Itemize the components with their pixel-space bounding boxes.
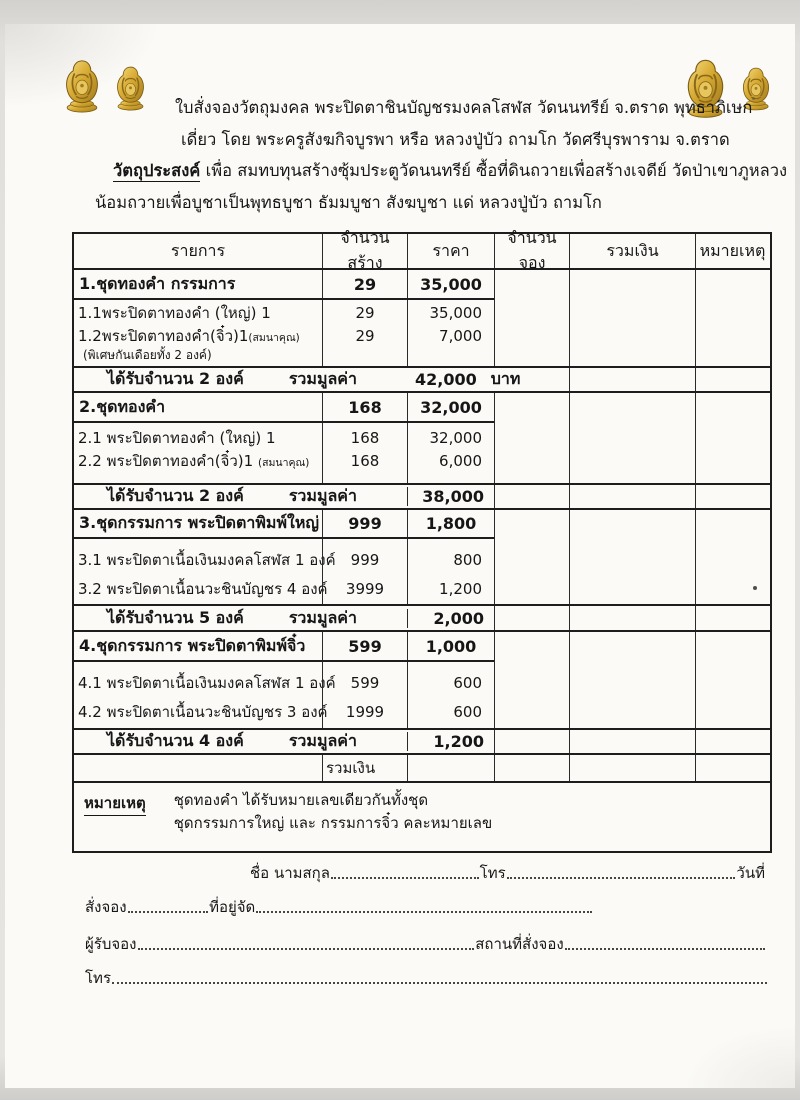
col-header-total: รวมเงิน — [569, 234, 695, 268]
form-row-order — [85, 897, 593, 917]
purpose-label: วัตถุประสงค์ — [113, 161, 201, 180]
item-suffix: (สมนาคุณ) — [257, 457, 310, 469]
item-name: 3.1 พระปิดตาเนื้อเงินมงคลโสฬส 1 องค์ — [78, 551, 336, 569]
item-made: 3999 — [345, 580, 385, 598]
col-header-item: รายการ — [170, 240, 226, 260]
remark-cell — [695, 368, 769, 391]
amulet-icon — [60, 55, 104, 113]
receiver-label: ผู้รับจอง — [85, 935, 137, 953]
dotted-fill-line — [256, 911, 592, 913]
form-row-name — [250, 863, 765, 883]
remark-cell — [695, 606, 769, 630]
table-header-row — [74, 228, 770, 272]
qty-ordered-cell — [494, 730, 569, 753]
dotted-fill-line — [138, 948, 475, 950]
amulet-icon — [112, 62, 149, 111]
summary-received: ได้รับจำนวน 5 องค์ — [107, 607, 244, 627]
col-header-price: ราคา — [407, 234, 494, 268]
col-header-qty-made: จำนวนสร้าง — [322, 234, 407, 268]
item-name: 4.2 พระปิดตาเนื้อนวะชินบัญชร 3 องค์ — [78, 703, 328, 721]
item-made: 29 — [355, 327, 375, 345]
item-suffix: (สมนาคุณ) — [248, 332, 300, 344]
section-2-made: 168 — [322, 393, 407, 421]
footnote — [74, 783, 770, 851]
section-1-summary — [74, 366, 770, 393]
section-1-price: 35,000 — [407, 270, 494, 298]
section-2-summary — [74, 483, 770, 510]
summary-amount: 1,200 — [407, 732, 494, 751]
section-1-title: 1.ชุดทองคำ กรรมการ — [79, 273, 236, 293]
item-price: 7,000 — [439, 327, 482, 345]
grand-total-row — [74, 755, 770, 783]
section-2-title: 2.ชุดทองคำ — [79, 396, 166, 416]
purpose-line — [113, 160, 787, 181]
item-name: 3.2 พระปิดตาเนื้อนวะชินบัญชร 4 องค์ — [78, 580, 328, 598]
summary-received: ได้รับจำนวน 2 องค์ — [107, 486, 244, 505]
dotted-fill-line — [128, 911, 208, 913]
qty-ordered-cell — [494, 270, 569, 366]
dotted-fill-line — [331, 877, 479, 879]
footnote-line2: ชุดกรรมการใหญ่ และ กรรมการจิ๋ว คละหมายเลข — [173, 814, 493, 832]
dotted-fill-line — [507, 877, 736, 879]
item-price: 600 — [453, 703, 482, 721]
form-row-phone — [85, 968, 768, 988]
section-3-summary — [74, 604, 770, 632]
item-price: 35,000 — [429, 304, 482, 322]
footnote-label: หมายเหตุ — [84, 791, 146, 816]
dotted-fill-line — [565, 948, 765, 950]
remark-cell — [695, 485, 769, 508]
address-label: ที่อยู่จัด — [209, 898, 256, 916]
item-price: 6,000 — [439, 452, 482, 470]
section-2 — [74, 393, 770, 483]
form-row-receiver — [85, 934, 766, 954]
scan-speck — [752, 97, 755, 100]
total-cell — [569, 755, 695, 781]
summary-received: ได้รับจำนวน 2 องค์ — [107, 369, 244, 388]
remark-cell — [695, 755, 769, 781]
total-cell — [569, 393, 695, 483]
total-cell — [569, 730, 695, 753]
qty-ordered-cell — [494, 755, 569, 781]
section-4-made: 599 — [322, 632, 407, 660]
section-1-made: 29 — [322, 270, 407, 298]
item-name: 1.2พระปิดตาทองคำ(จิ๋ว)1(สมนาคุณ) — [78, 327, 300, 345]
dotted-fill-line — [112, 982, 767, 984]
grand-total-label: รวมเงิน — [322, 755, 407, 781]
summary-amount: 38,000 — [407, 487, 494, 506]
qty-ordered-cell — [494, 510, 569, 604]
dedication-line: น้อมถวายเพื่อบูชาเป็นพุทธบูชา ธัมมบูชา สังฆบูชา แด่ หลวงปู่บัว ถามโก — [95, 193, 602, 212]
item-name: 2.2 พระปิดตาทองคำ(จิ๋ว)1 (สมนาคุณ) — [78, 452, 310, 470]
item-price: 800 — [453, 551, 482, 569]
item-name: 1.1พระปิดตาทองคำ (ใหญ่) 1 — [78, 304, 271, 322]
qty-ordered-cell — [494, 632, 569, 728]
section-3-price: 1,800 — [407, 510, 494, 537]
phone2-label: โทร — [85, 969, 112, 987]
section-3-title: 3.ชุดกรรมการ พระปิดตาพิมพ์ใหญ่ — [79, 513, 320, 532]
section-4-price: 1,000 — [407, 632, 494, 660]
total-cell — [569, 368, 695, 391]
section-4-title: 4.ชุดกรรมการ พระปิดตาพิมพ์จิ๋ว — [79, 635, 306, 655]
section-3-made: 999 — [322, 510, 407, 537]
summary-unit: บาท — [490, 369, 521, 388]
section-2-price: 32,000 — [407, 393, 494, 421]
total-cell — [569, 510, 695, 604]
phone-label: โทร — [479, 864, 506, 882]
remark-cell — [695, 632, 769, 728]
item-made: 168 — [350, 429, 380, 447]
summary-total-label: รวมมูลค่า — [288, 731, 357, 750]
item-made: 599 — [350, 674, 380, 692]
col-header-qty-ordered: จำนวนจอง — [494, 234, 569, 268]
section-3 — [74, 510, 770, 604]
remark-cell — [695, 393, 769, 483]
total-cell — [569, 485, 695, 508]
qty-ordered-cell — [494, 393, 569, 483]
item-name: 4.1 พระปิดตาเนื้อเงินมงคลโสฬส 1 องค์ — [78, 674, 336, 692]
order-label: สั่งจอง — [85, 898, 127, 916]
purpose-text: เพื่อ สมทบทุนสร้างซุ้มประตูวัดนนทรีย์ ซื้อที่ดินถวายเพื่อสร้างเจดีย์ วัดป่าเขาภูหลวง — [205, 161, 788, 180]
total-cell — [569, 632, 695, 728]
item-price: 32,000 — [429, 429, 482, 447]
date-label: วันที่ — [736, 864, 765, 882]
scan-speck — [753, 586, 757, 590]
summary-amount: 42,000 — [414, 370, 477, 389]
qty-ordered-cell — [494, 606, 569, 630]
item-made: 29 — [355, 304, 375, 322]
item-made: 168 — [350, 452, 380, 470]
col-header-remark: หมายเหตุ — [695, 234, 769, 268]
total-cell — [569, 606, 695, 630]
section-4-summary — [74, 728, 770, 755]
remark-cell — [695, 730, 769, 753]
item-price: 600 — [453, 674, 482, 692]
grand-total-amount-cell — [407, 755, 494, 781]
order-table — [72, 228, 772, 853]
summary-received: ได้รับจำนวน 4 องค์ — [107, 731, 244, 750]
qty-ordered-cell — [494, 485, 569, 508]
place-label: สถานที่สั่งจอง — [475, 935, 564, 953]
summary-total-label: รวมมูลค่า — [288, 369, 357, 388]
section-1 — [74, 270, 770, 366]
item-price: 1,200 — [439, 580, 482, 598]
remark-cell — [695, 270, 769, 366]
empty-cell — [74, 755, 322, 781]
item-made: 999 — [350, 551, 380, 569]
item-made: 1999 — [345, 703, 385, 721]
scanned-order-form — [5, 24, 795, 1088]
remark-cell — [695, 510, 769, 604]
form-title-line2: เดี่ยว โดย พระครูสังฆกิจบูรพา หรือ หลวงปู่บัว ถามโก วัดศรีบุรพาราม จ.ตราด — [181, 130, 730, 149]
summary-amount: 2,000 — [407, 609, 494, 628]
total-cell — [569, 270, 695, 366]
summary-total-label: รวมมูลค่า — [288, 607, 357, 627]
summary-total-label: รวมมูลค่า — [288, 486, 357, 505]
name-label: ชื่อ นามสกุล — [250, 864, 330, 882]
footnote-line1: ชุดทองคำ ได้รับหมายเลขเดียวกันทั้งชุด — [173, 791, 429, 809]
form-title-line1: ใบสั่งจองวัตถุมงคล พระปิดตาชินบัญชรมงคลโสฬส วัดนนทรีย์ จ.ตราด พุทธาภิเษก — [175, 98, 753, 117]
item-name: 2.1 พระปิดตาทองคำ (ใหญ่) 1 — [78, 429, 276, 447]
section-4 — [74, 632, 770, 728]
item-note: (พิเศษกันเดือยทั้ง 2 องค์) — [83, 348, 212, 362]
